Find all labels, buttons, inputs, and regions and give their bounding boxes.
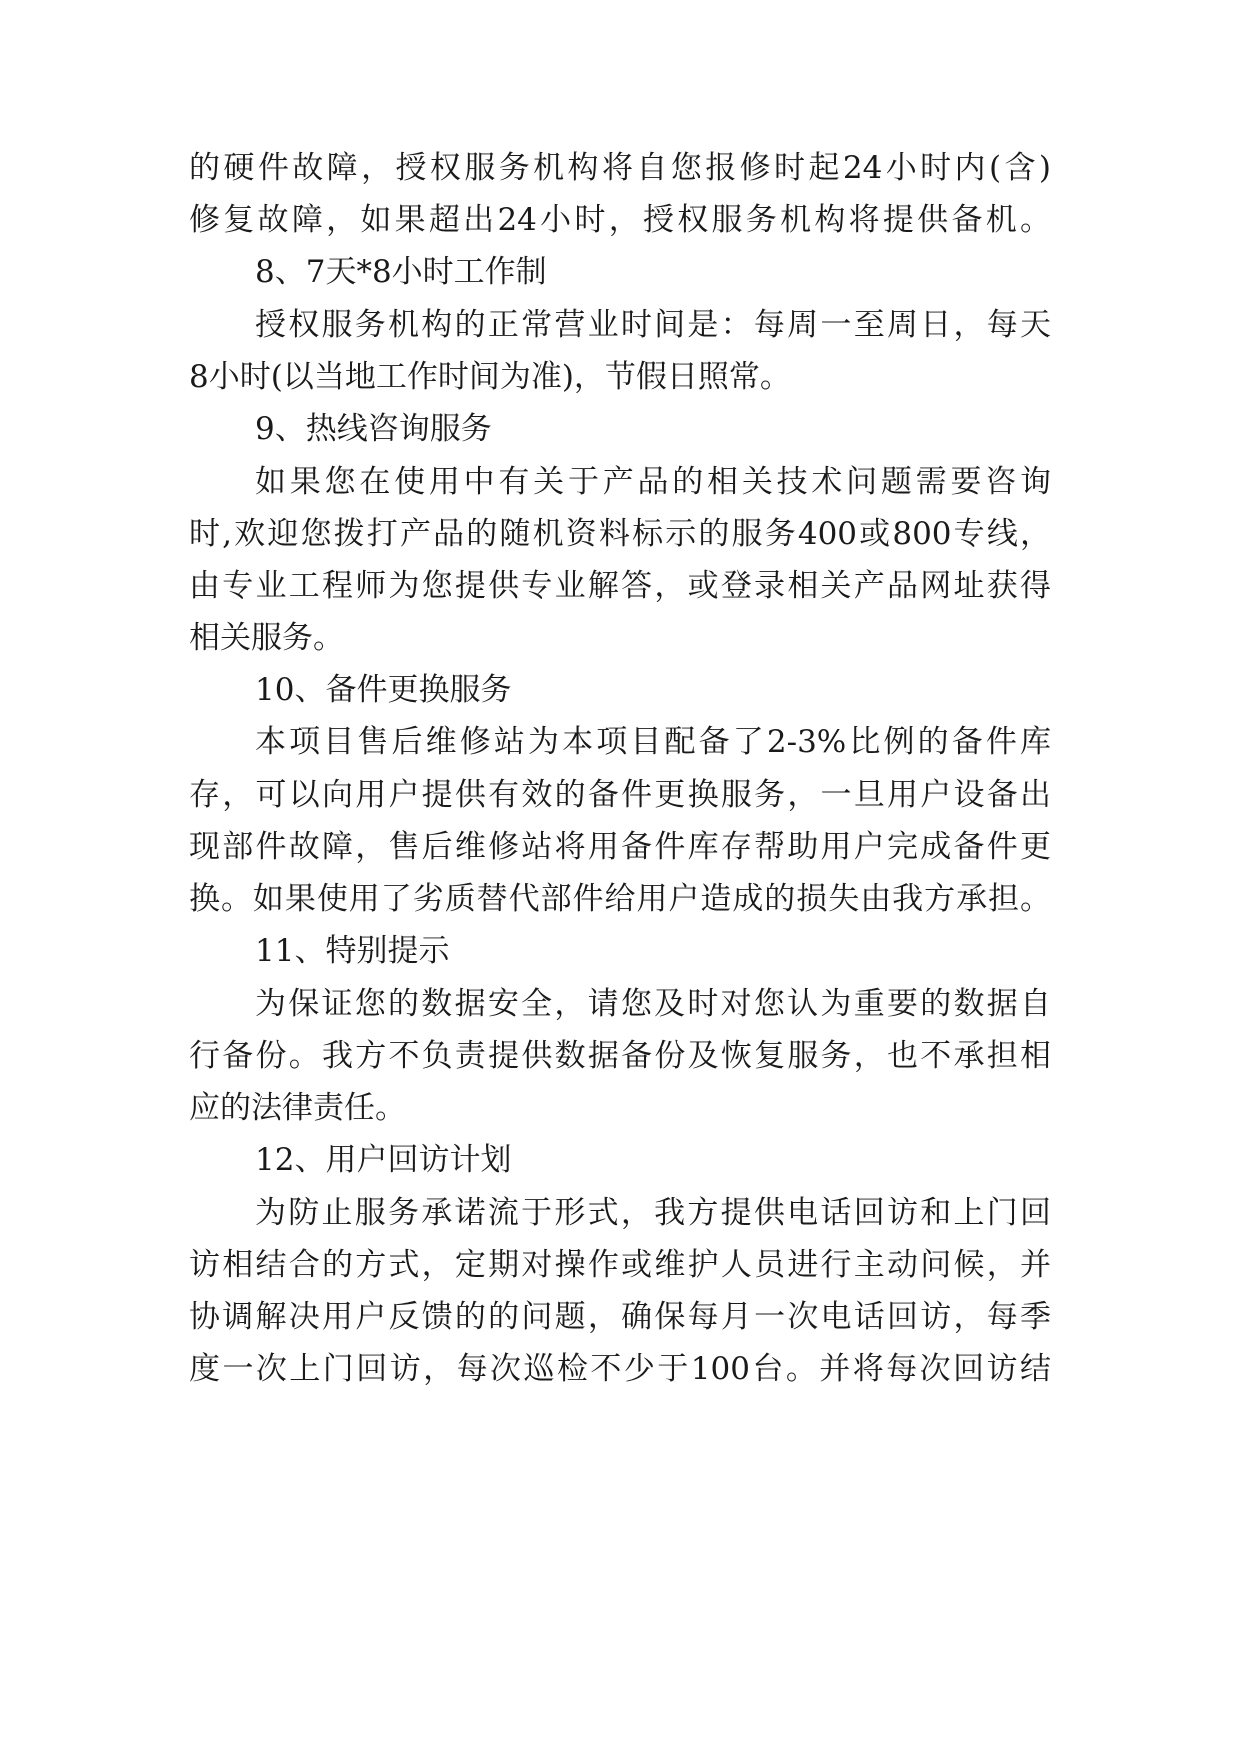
body-line: 度一次上门回访，每次巡检不少于100台。并将每次回访结 bbox=[189, 1351, 1051, 1387]
body-line: 访相结合的方式，定期对操作或维护人员进行主动问候，并 bbox=[189, 1247, 1051, 1283]
section-heading: 11、特别提示 bbox=[255, 933, 450, 969]
body-line: 如果您在使用中有关于产品的相关技术问题需要咨询 bbox=[255, 464, 1051, 500]
body-line: 为防止服务承诺流于形式，我方提供电话回访和上门回 bbox=[255, 1195, 1051, 1231]
section-heading: 9、热线咨询服务 bbox=[255, 411, 492, 447]
body-line: 现部件故障，售后维修站将用备件库存帮助用户完成备件更 bbox=[189, 829, 1051, 865]
body-line: 换。如果使用了劣质替代部件给用户造成的损失由我方承担。 bbox=[189, 881, 1051, 917]
body-line: 本项目售后维修站为本项目配备了2-3%比例的备件库 bbox=[255, 724, 1051, 760]
body-line: 8小时(以当地工作时间为准)，节假日照常。 bbox=[189, 359, 791, 395]
body-line: 存，可以向用户提供有效的备件更换服务，一旦用户设备出 bbox=[189, 777, 1051, 813]
body-line: 为保证您的数据安全，请您及时对您认为重要的数据自 bbox=[255, 986, 1051, 1022]
body-line: 行备份。我方不负责提供数据备份及恢复服务，也不承担相 bbox=[189, 1038, 1051, 1074]
body-line: 时,欢迎您拨打产品的随机资料标示的服务400或800专线， bbox=[189, 516, 1051, 552]
body-line: 由专业工程师为您提供专业解答，或登录相关产品网址获得 bbox=[189, 568, 1051, 604]
section-heading: 10、备件更换服务 bbox=[255, 672, 512, 708]
body-line: 相关服务。 bbox=[189, 620, 344, 656]
section-heading: 8、7天*8小时工作制 bbox=[255, 254, 547, 290]
section-heading: 12、用户回访计划 bbox=[255, 1142, 512, 1178]
body-line: 修复故障，如果超出24小时，授权服务机构将提供备机。 bbox=[189, 202, 1051, 238]
body-line: 授权服务机构的正常营业时间是：每周一至周日，每天 bbox=[255, 307, 1051, 343]
body-line: 协调解决用户反馈的的问题，确保每月一次电话回访，每季 bbox=[189, 1299, 1051, 1335]
body-line: 的硬件故障，授权服务机构将自您报修时起24小时内(含) bbox=[189, 150, 1051, 186]
body-line: 应的法律责任。 bbox=[189, 1090, 406, 1126]
